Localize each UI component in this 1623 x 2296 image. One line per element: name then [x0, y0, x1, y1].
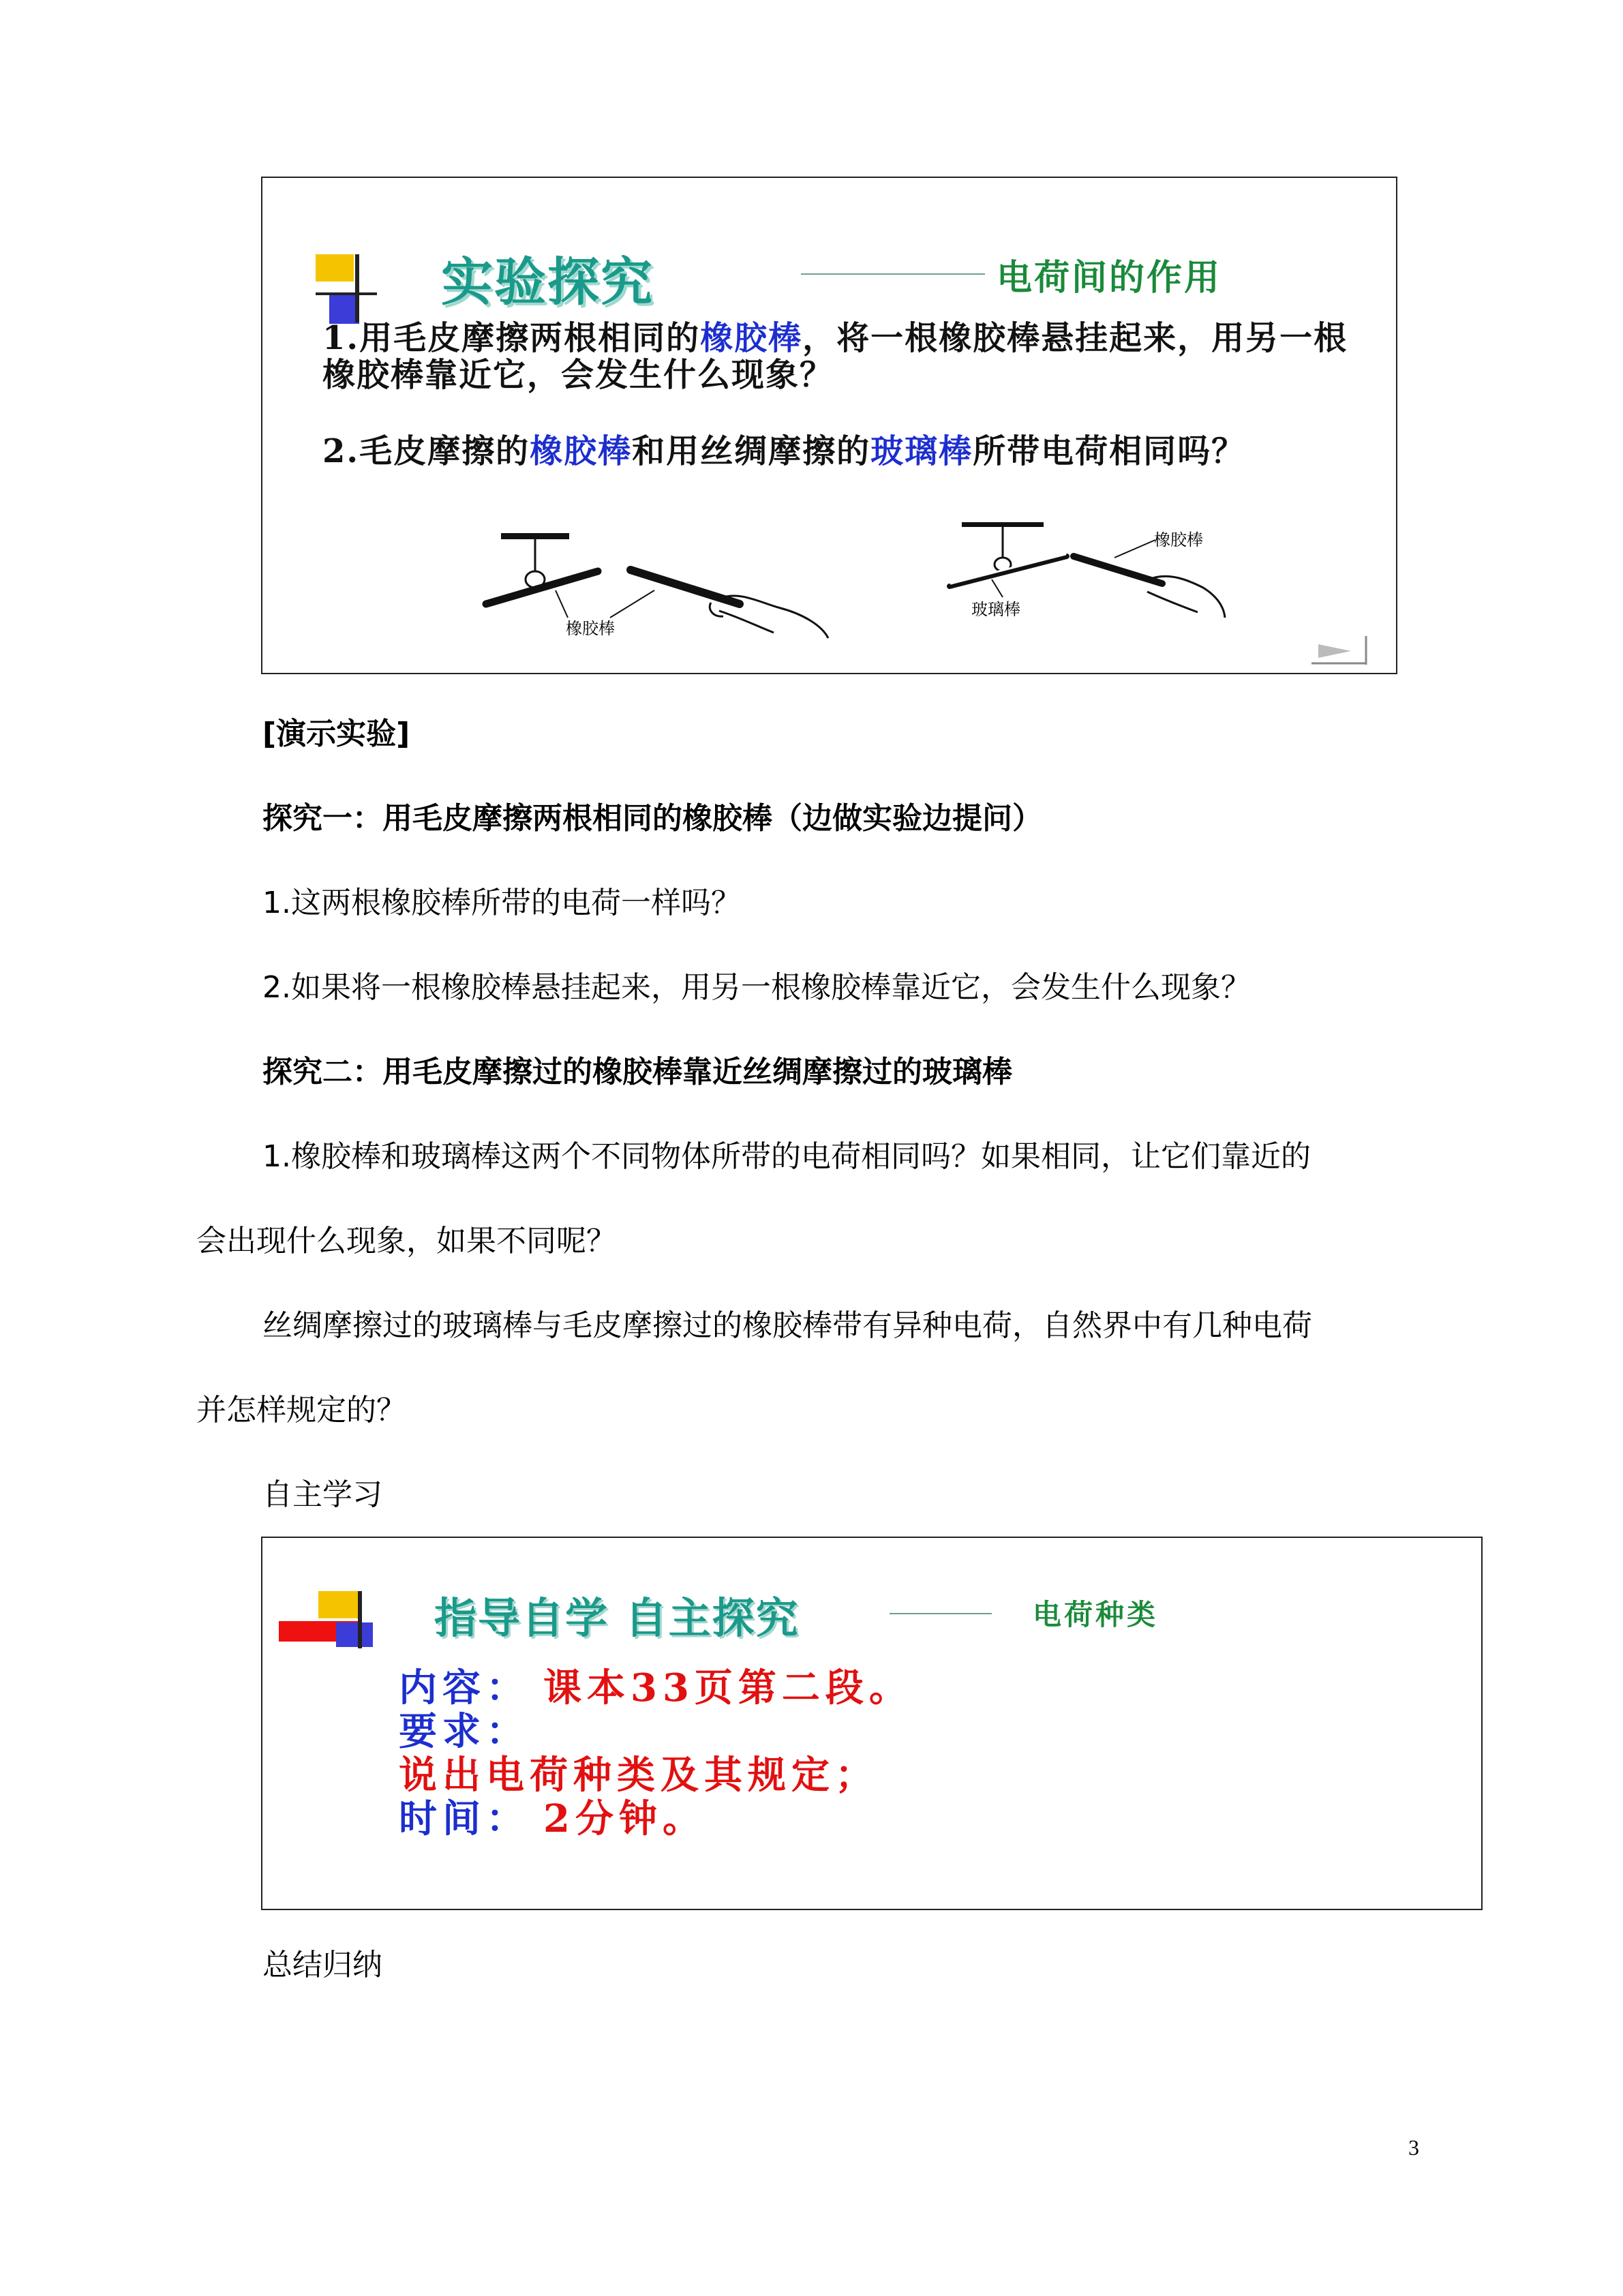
q2-h2: 玻璃棒: [870, 432, 973, 470]
decorative-squares-2: [279, 1591, 401, 1652]
section-heading: [演示实验]: [262, 716, 410, 751]
rubber-glass-figure: [944, 515, 1230, 652]
q2-a: 2.毛皮摩擦的: [322, 432, 530, 470]
summary-label: 总结归纳: [262, 1948, 382, 1982]
decorative-squares: [316, 254, 384, 328]
slide-image-charge-types: [261, 1537, 1483, 1910]
explore2-question-1-line-1: 1.橡胶棒和玻璃棒这两个不同物体所带的电荷相同吗？如果相同，让它们靠近的: [262, 1139, 1311, 1174]
slide2-title: 指导自学 自主探究: [434, 1593, 800, 1643]
requirement-label: 要求：: [399, 1709, 530, 1754]
content-label: 内容：: [399, 1665, 530, 1710]
page-number: 3: [1408, 2135, 1419, 2160]
slide-title: 实验探究: [441, 252, 654, 312]
explore1-question-1: 1.这两根橡胶棒所带的电荷一样吗？: [262, 886, 741, 920]
slide-image-charge-interaction: [261, 177, 1397, 674]
slide-question-1: [322, 320, 1359, 393]
q2-c: 所带电荷相同吗？: [973, 432, 1246, 470]
explore2-heading: 探究二：用毛皮摩擦过的橡胶棒靠近丝绸摩擦过的玻璃棒: [262, 1055, 1012, 1089]
explore2-question-2-line-2: 并怎样规定的？: [196, 1393, 406, 1428]
q1-rest: ，将一根橡胶棒悬挂起来，用另一根橡胶棒靠近它，会发生什么现象？: [322, 319, 1348, 394]
q1-prefix: 1.用毛皮摩擦两根相同的: [322, 319, 701, 357]
rubber-rods-drawing: [481, 522, 835, 659]
figure-label-rubber-rod-2: 橡胶棒: [1154, 530, 1203, 549]
explore2-question-2-line-1: 丝绸摩擦过的玻璃棒与毛皮摩擦过的橡胶棒带有异种电荷，自然界中有几种电荷: [262, 1308, 1312, 1343]
title-divider-2: [890, 1613, 992, 1614]
time-value: 2分钟。: [543, 1796, 706, 1841]
time-line: [399, 1789, 706, 1843]
figure-label-glass-rod: 玻璃棒: [971, 600, 1020, 619]
self-study-label: 自主学习: [262, 1477, 382, 1512]
requirement-value: 说出电荷种类及其规定；: [399, 1753, 879, 1798]
explore1-question-2: 2.如果将一根橡胶棒悬挂起来，用另一根橡胶棒靠近它，会发生什么现象？: [262, 970, 1251, 1005]
figure-label-rubber-rod: 橡胶棒: [566, 619, 615, 638]
title-divider: [801, 273, 985, 275]
explore1-heading: 探究一：用毛皮摩擦两根相同的橡胶棒（边做实验边提问）: [262, 801, 1042, 836]
q2-h1: 橡胶棒: [530, 432, 633, 470]
slide-question-2: [322, 433, 1359, 470]
slide2-subtitle: 电荷种类: [1033, 1598, 1159, 1631]
content-value: 课本33页第二段。: [543, 1665, 913, 1710]
q1-highlight: 橡胶棒: [700, 319, 803, 357]
q2-b: 和用丝绸摩擦的: [632, 432, 871, 470]
rubber-rods-figure: [481, 522, 835, 659]
time-label: 时间：: [399, 1796, 530, 1841]
explore2-question-1-line-2: 会出现什么现象，如果不同呢？: [196, 1224, 616, 1258]
next-slide-icon: [1298, 635, 1373, 669]
slide-subtitle: 电荷间的作用: [997, 258, 1222, 299]
